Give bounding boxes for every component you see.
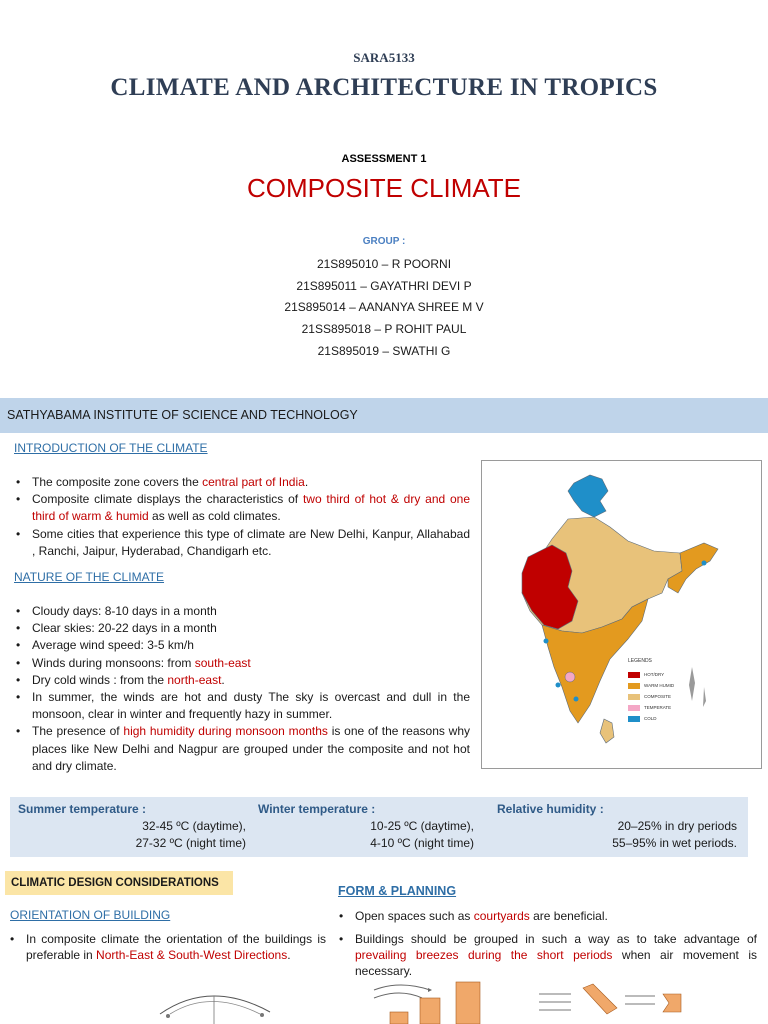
course-title: CLIMATE AND ARCHITECTURE IN TROPICS <box>110 74 658 101</box>
legend-item: COLD <box>628 713 674 724</box>
list-item: • Buildings should be grouped in such a way as to take advantage of prevailing breezes during the short periods when air movement is necessary. <box>337 931 757 979</box>
list-item: • The presence of high humidity during monsoon months is one of the reasons why places like New Delhi and Nagpur are grouped under the composite and not hot and dry climate. <box>14 723 470 775</box>
climate-summary-band <box>10 797 748 857</box>
humidity-dry: 20–25% in dry periods <box>617 819 737 833</box>
orientation-list <box>8 931 326 963</box>
legend-item: HOT/DRY <box>628 669 674 680</box>
list-item: • In summer, the winds are hot and dusty The sky is overcast and dull in the monsoon, clear in winter and frequently hazy in summer. <box>14 689 470 723</box>
humidity-block <box>497 802 737 852</box>
nature-heading: NATURE OF THE CLIMATE <box>14 570 165 584</box>
summer-values <box>18 818 246 852</box>
legend-swatch <box>628 694 640 700</box>
list-item: • Some cities that experience this type of climate are New Delhi, Kanpur, Allahabad , Ranchi, Jaipur, Hyderabad, Chandigarh etc. <box>14 526 470 560</box>
humidity-wet: 55–95% in wet periods. <box>612 836 737 850</box>
list-item: • Cloudy days: 8-10 days in a month <box>14 603 470 620</box>
cover-section <box>0 0 768 385</box>
orientation-diagram <box>150 984 280 1024</box>
list-item: • The composite zone covers the central part of India. <box>14 474 470 491</box>
map-legend <box>628 669 674 724</box>
india-climate-map <box>481 460 762 769</box>
legend-item: WARM HUMID <box>628 680 674 691</box>
design-considerations-label: CLIMATIC DESIGN CONSIDERATIONS <box>5 871 233 895</box>
summer-heading: Summer temperature : <box>18 802 147 816</box>
winter-block <box>258 802 474 852</box>
document-subtitle: COMPOSITE CLIMATE <box>247 173 521 203</box>
airflow-diagram <box>535 982 695 1024</box>
list-item: • Winds during monsoons: from south-east <box>14 655 470 672</box>
group-label: GROUP : <box>362 236 406 247</box>
winter-night: 4-10 ºC (night time) <box>370 836 474 850</box>
legend-swatch <box>628 705 640 711</box>
member-item: 21S895011 – GAYATHRI DEVI P <box>296 278 472 293</box>
winter-heading: Winter temperature : <box>258 802 376 816</box>
summer-day: 32-45 ºC (daytime), <box>142 819 246 833</box>
legend-swatch <box>628 716 640 722</box>
map-illustration <box>482 461 761 768</box>
intro-list <box>14 474 470 560</box>
orientation-heading: ORIENTATION OF BUILDING <box>10 908 171 922</box>
member-item: 21S895010 – R POORNI <box>316 257 452 271</box>
list-item: • Composite climate displays the characteristics of two third of hot & dry and one third of warm & humid as well as cold climates. <box>14 491 470 525</box>
summer-block <box>18 802 246 852</box>
member-item: 21S895014 – AANANYA SHREE M V <box>284 300 484 315</box>
course-code: SARA5133 <box>353 50 415 65</box>
assessment-label: ASSESSMENT 1 <box>341 153 427 165</box>
humidity-heading: Relative humidity : <box>497 802 604 816</box>
list-item: • Average wind speed: 3-5 km/h <box>14 637 470 654</box>
legend-item: COMPOSITE <box>628 691 674 702</box>
member-list <box>0 254 768 363</box>
legend-swatch <box>628 683 640 689</box>
winter-day: 10-25 ºC (daytime), <box>370 819 474 833</box>
humidity-values <box>497 818 737 852</box>
nature-list <box>14 603 470 775</box>
legend-swatch <box>628 672 640 678</box>
list-item: • In composite climate the orientation of the buildings is preferable in North-East & South-West Directions. <box>8 931 326 963</box>
list-item: • Clear skies: 20-22 days in a month <box>14 620 470 637</box>
winter-values <box>258 818 474 852</box>
list-item: • Open spaces such as courtyards are beneficial. <box>337 908 757 924</box>
form-planning-list <box>337 908 757 979</box>
institute-banner: SATHYABAMA INSTITUTE OF SCIENCE AND TECHNOLOGY <box>0 398 768 433</box>
intro-heading: INTRODUCTION OF THE CLIMATE <box>14 441 208 455</box>
legend-item: TEMPERATE <box>628 702 674 713</box>
form-planning-heading: FORM & PLANNING <box>338 884 457 898</box>
legend-title: LEGENDS <box>628 658 652 664</box>
member-item: 21SS895018 – P ROHIT PAUL <box>301 322 467 337</box>
summer-night: 27-32 ºC (night time) <box>135 836 246 850</box>
breeze-buildings-diagram <box>370 976 520 1024</box>
member-item: 21S895019 – SWATHI G <box>317 343 451 358</box>
list-item: • Dry cold winds : from the north-east. <box>14 672 470 689</box>
